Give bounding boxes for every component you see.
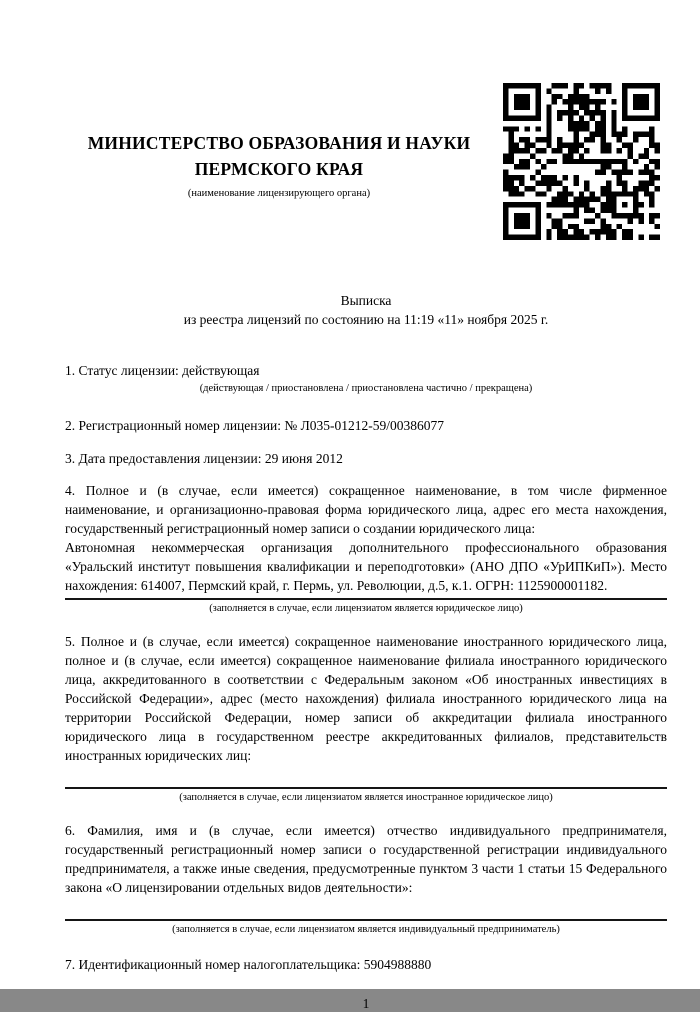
- item-5-foreign-entity-text: 5. Полное и (в случае, если имеется) сокращенное наименование иностранного юридического лица, полное и (в случае, если имеется) сокращенное наименование филиала иностранного юридического лица, аккредитованного в соответствии с Федеральным законом «Об иностранных инвестициях в Российской Федерации», адрес (место нахождения) филиала иностранного юридического лица на территории Российской Федерации, номер записи об аккредитации филиала иностранного юридического лица в государственном реестре аккредитованных филиалов, представительств иностранных юридических лиц:: [65, 634, 667, 763]
- item-4-caption: (заполняется в случае, если лицензиатом является юридическое лицо): [209, 603, 523, 614]
- document-title: [65, 291, 667, 329]
- item-6-caption: (заполняется в случае, если лицензиатом является индивидуальный предприниматель): [172, 924, 560, 935]
- page-number: 1: [362, 996, 370, 1011]
- item-7-taxpayer-id: 7. Идентификационный номер налогоплательщика: 5904988880: [65, 957, 432, 972]
- title-line2: из реестра лицензий по состоянию на 11:19 «11» ноября 2025 г.: [183, 312, 549, 327]
- item-3-grant-date: 3. Дата предоставления лицензии: 29 июня 2012: [65, 451, 343, 466]
- item-6-individual-entrepreneur-text: 6. Фамилия, имя и (в случае, если имеется) отчество индивидуального предпринимателя, государственный регистрационный номер записи о государственной регистрации индивидуального предпринимателя, а также иные сведения, предусмотренные пунктом 3 части 1 статьи 15 Федерального закона «О лицензировании отдельных видов деятельности»:: [65, 823, 667, 895]
- item-4-legal-entity-value: Автономная некоммерческая организация дополнительного профессионального образования «Уральский институт повышения квалификации и переподготовки» (АНО ДПО «УрИПКиП»). Место нахождения: 614007, Пермский край, г. Пермь, ул. Революции, д.5, к.1. ОГРН: 1125900001182.: [65, 540, 667, 593]
- fill-in-rule-individual-entrepreneur: [65, 919, 667, 921]
- title-line1: Выписка: [340, 293, 392, 308]
- item-1-license-status: 1. Статус лицензии: действующая: [65, 363, 260, 378]
- item-4-legal-entity-intro: 4. Полное и (в случае, если имеется) сокращенное наименование, в том числе фирменное наименование, и организационно-правовая форма юридического лица, адрес его места нахождения, государственный регистрационный номер записи о создании юридического лица:: [65, 483, 667, 536]
- fill-in-rule-foreign-entity: [65, 787, 667, 789]
- fill-in-rule-legal-entity: [65, 598, 667, 600]
- item-2-registration-number: 2. Регистрационный номер лицензии: № Л035-01212-59/00386077: [65, 418, 445, 433]
- item-5-caption: (заполняется в случае, если лицензиатом является иностранное юридическое лицо): [179, 792, 553, 803]
- ministry-name-line2: ПЕРМСКОГО КРАЯ: [194, 159, 364, 179]
- issuing-authority-header: [65, 130, 493, 199]
- document-content: [65, 0, 667, 1012]
- ministry-name-line1: МИНИСТЕРСТВО ОБРАЗОВАНИЯ И НАУКИ: [87, 133, 471, 153]
- item-1-caption: (действующая / приостановлена / приостановлена частично / прекращена): [199, 383, 533, 394]
- issuing-authority-caption: (наименование лицензирующего органа): [187, 188, 371, 199]
